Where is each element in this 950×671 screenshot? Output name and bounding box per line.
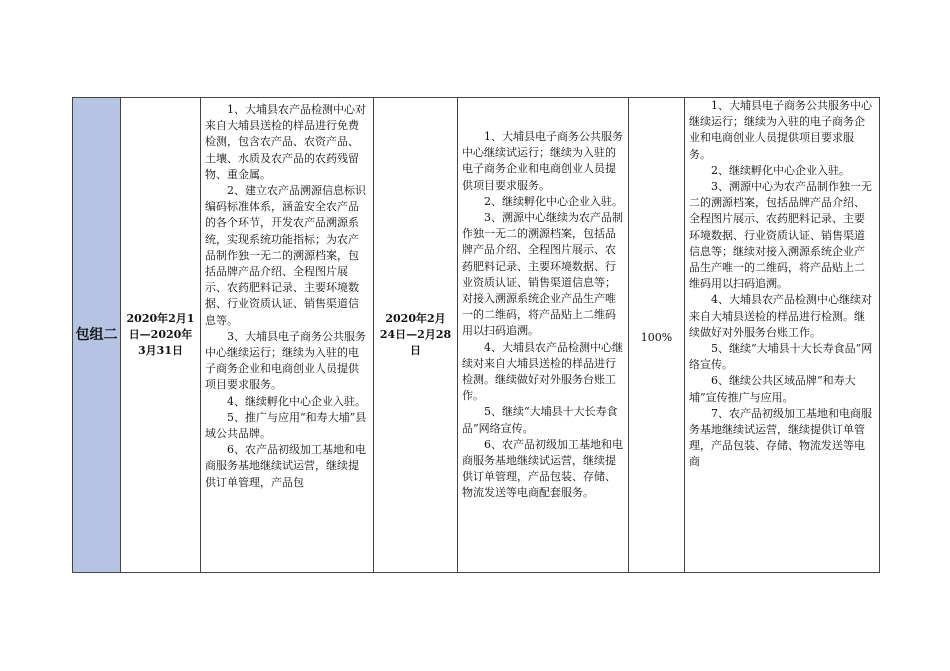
task-item: 6、农产品初级加工基地和电商服务基地继续试运营，继续提供订单管理，产品包 — [205, 443, 366, 489]
progress-cell — [629, 98, 685, 573]
period-date-1: 2020年2月1日—2020年3月31日 — [126, 312, 195, 357]
task-item: 3、溯源中心为农产品制作独一无二的溯源档案，包括品牌产品介绍、全程图片展示、农药肥料记录、主要环境数据、行业资质认证、销售渠道信息等；继续对接入溯源系统企业产品生产唯一的二维码，将产品贴上二维码用以扫码追溯。 — [689, 180, 872, 291]
period-date-2: 2020年2月24日—2月28日 — [379, 312, 452, 357]
task-item: 7、农产品初级加工基地和电商服务基地继续试运营，继续提供订单管理，产品包装、存储、物流发送等电商 — [689, 406, 872, 469]
task-item: 6、继续公共区域品牌“和寿大埔”宣传推广与应用。 — [689, 374, 856, 404]
tasks-cell-2 — [458, 98, 629, 573]
group-label: 包组二 — [75, 327, 118, 343]
task-list-1 — [201, 98, 373, 491]
progress-percent: 100% — [640, 330, 673, 344]
progress-table — [72, 97, 880, 573]
task-item: 2、继续孵化中心企业入驻。 — [484, 194, 623, 208]
task-item: 4、大埔县农产品检测中心继续对来自大埔县送检的样品进行检测。继续做好对外服务台账工作。 — [689, 293, 872, 339]
task-item: 4、继续孵化中心企业入驻。 — [227, 394, 366, 408]
task-item: 2、建立农产品溯源信息标识编码标准体系，涵盖安全农产品的各个环节，开发农产品溯源系统，实现系统功能指标；为农产品制作独一无二的溯源档案，包括品牌产品介绍、全程图片展示、农药肥料记录、主要环境数据、行业资质认证、销售渠道信息等。 — [205, 184, 366, 327]
tasks-cell-1 — [201, 98, 374, 573]
group-cell — [73, 98, 121, 573]
task-item: 5、继续“大埔县十大长寿食品”网络宣传。 — [462, 405, 618, 435]
task-item: 1、大埔县电子商务公共服务中心继续运行；继续为入驻的电子商务企业和电商创业人员提供项目要求服务。 — [689, 99, 872, 161]
task-item: 1、大埔县电子商务公共服务中心继续试运行；继续为入驻的电子商务企业和电商创业人员提供项目要求服务。 — [462, 130, 623, 192]
tasks-cell-3 — [685, 98, 880, 573]
task-item: 1、大埔县农产品检测中心对来自大埔县送检的样品进行免费检测，包含农产品、农资产品、土壤、水质及农产品的农药残留物、重金属。 — [205, 103, 366, 181]
task-item: 2、继续孵化中心企业入驻。 — [711, 163, 850, 177]
task-item: 5、继续“大埔县十大长寿食品”网络宣传。 — [689, 342, 873, 372]
task-item: 6、农产品初级加工基地和电商服务基地继续试运营，继续提供订单管理，产品包装、存储、物流发送等电商配套服务。 — [462, 437, 623, 500]
table-row — [73, 98, 880, 573]
task-item: 3、大埔县电子商务公共服务中心继续运行；继续为入驻的电子商务企业和电商创业人员提供项目要求服务。 — [205, 329, 366, 392]
task-list-2 — [458, 98, 628, 502]
task-item: 4、大埔县农产品检测中心继续对来自大埔县送检的样品进行检测。继续做好对外服务台账工作。 — [462, 340, 623, 403]
period-cell-1 — [121, 98, 201, 573]
task-item: 3、溯源中心继续为农产品制作独一无二的溯源档案，包括品牌产品介绍、全程图片展示、农药肥料记录、主要环境数据、行业资质认证、销售渠道信息等；对接入溯源系统企业产品生产唯一的二维码，将产品贴上二维码用以扫码追溯。 — [462, 211, 623, 338]
task-list-3 — [685, 98, 879, 471]
period-cell-2 — [374, 98, 458, 573]
task-item: 5、推广与应用“和寿大埔”县域公共品牌。 — [205, 410, 367, 441]
